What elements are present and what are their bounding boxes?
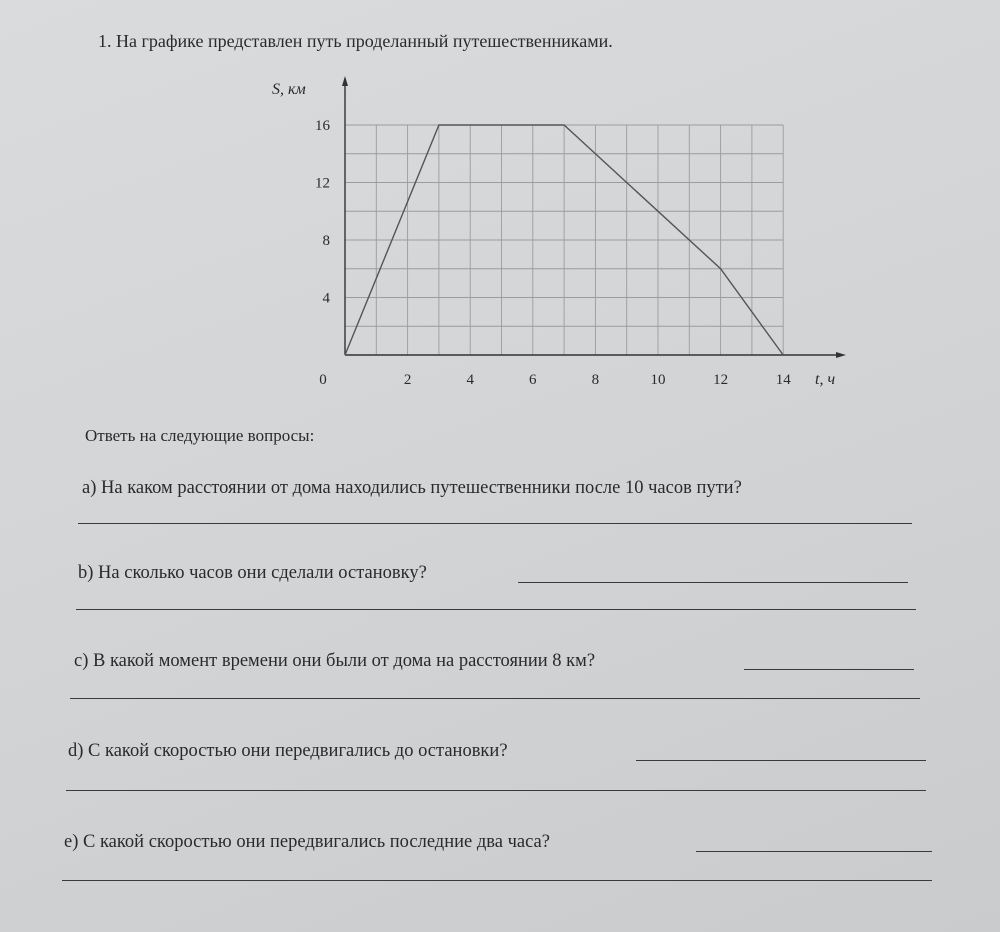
y-tick-label: 12: [315, 175, 330, 192]
answer-line-c[interactable]: [70, 698, 920, 699]
x-tick-label: 2: [403, 372, 412, 388]
x-tick-label: 6: [529, 372, 537, 388]
question-d: d) С какой скоростью они передвигались до остановки?: [68, 741, 508, 761]
y-tick-label: 8: [322, 233, 330, 249]
task-title: 1. На графике представлен путь проделанный путешественниками.: [98, 31, 613, 51]
answer-line-a[interactable]: [78, 523, 912, 524]
y-tick-label: 16: [315, 118, 330, 134]
x-axis-arrow-icon: [836, 352, 846, 358]
x-tick-label: 4: [466, 372, 474, 388]
answer-blank-c[interactable]: [744, 669, 914, 670]
x-tick-label: 14: [775, 372, 791, 388]
x-tick-label: 10: [650, 372, 666, 388]
answer-blank-e[interactable]: [696, 851, 932, 852]
x-tick-label: 0: [319, 372, 327, 388]
x-axis-label: t, ч: [815, 371, 836, 388]
y-axis-arrow-icon: [342, 76, 348, 86]
answer-line-e[interactable]: [62, 880, 932, 881]
answer-line-d[interactable]: [66, 790, 926, 791]
x-tick-label: 8: [591, 372, 600, 388]
question-e: e) С какой скоростью они передвигались последние два часа?: [64, 832, 550, 852]
question-c: c) В какой момент времени они были от дома на расстоянии 8 км?: [74, 651, 596, 671]
distance-time-chart: [0, 0, 1000, 420]
grid: [345, 125, 783, 355]
y-tick-label: 4: [322, 290, 330, 307]
axes: [342, 76, 846, 358]
answer-blank-d[interactable]: [636, 760, 926, 761]
x-tick-label: 12: [713, 372, 729, 388]
y-axis-label: S, км: [272, 81, 306, 98]
question-b: b) На сколько часов они сделали остановку?: [78, 563, 427, 583]
answer-line-b[interactable]: [76, 609, 916, 610]
answer-blank-b[interactable]: [518, 582, 908, 583]
question-a: a) На каком расстоянии от дома находились путешественники после 10 часов пути?: [82, 478, 742, 498]
instructions: Ответь на следующие вопросы:: [85, 426, 315, 445]
